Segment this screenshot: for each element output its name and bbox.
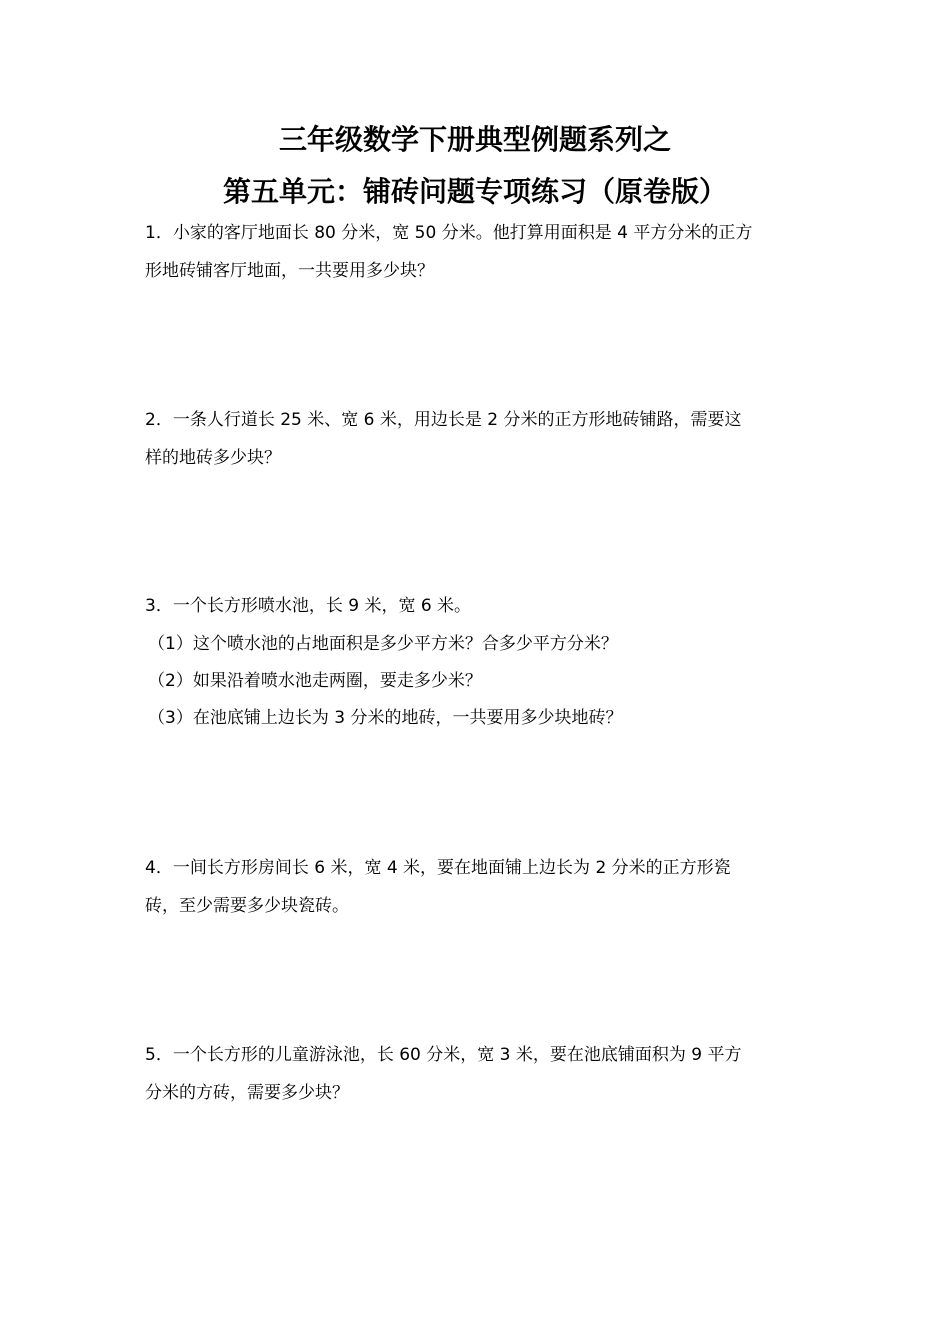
page-title: 三年级数学下册典型例题系列之: [278, 123, 671, 156]
question-text-line: 4．一间长方形房间长 6 米，宽 4 米，要在地面铺上边长为 2 分米的正方形瓷: [145, 858, 731, 878]
sub-question-2: （2）如果沿着喷水池走两圈，要走多少米？: [148, 671, 482, 691]
question-text-line: 砖，至少需要多少块瓷砖。: [145, 896, 349, 916]
question-text-line: 3．一个长方形喷水池，长 9 米，宽 6 米。: [145, 596, 472, 616]
sub-question-1: （1）这个喷水池的占地面积是多少平方米？合多少平方分米？: [148, 634, 618, 654]
question-text-line: 样的地砖多少块？: [145, 448, 281, 468]
question-text-line: 1．小家的客厅地面长 80 分米，宽 50 分米。他打算用面积是 4 平方分米的正方: [145, 223, 753, 243]
question-text-line: 5．一个长方形的儿童游泳池，长 60 分米，宽 3 米，要在池底铺面积为 9 平方: [145, 1045, 742, 1065]
question-text-line: 分米的方砖，需要多少块？: [145, 1083, 349, 1103]
question-text-line: 2．一条人行道长 25 米、宽 6 米，用边长是 2 分米的正方形地砖铺路，需要这: [145, 410, 742, 430]
question-text-line: 形地砖铺客厅地面，一共要用多少块？: [145, 261, 434, 281]
page-subtitle: 第五单元：铺砖问题专项练习（原卷版）: [222, 175, 727, 208]
sub-question-3: （3）在池底铺上边长为 3 分米的地砖，一共要用多少块地砖？: [148, 708, 623, 728]
